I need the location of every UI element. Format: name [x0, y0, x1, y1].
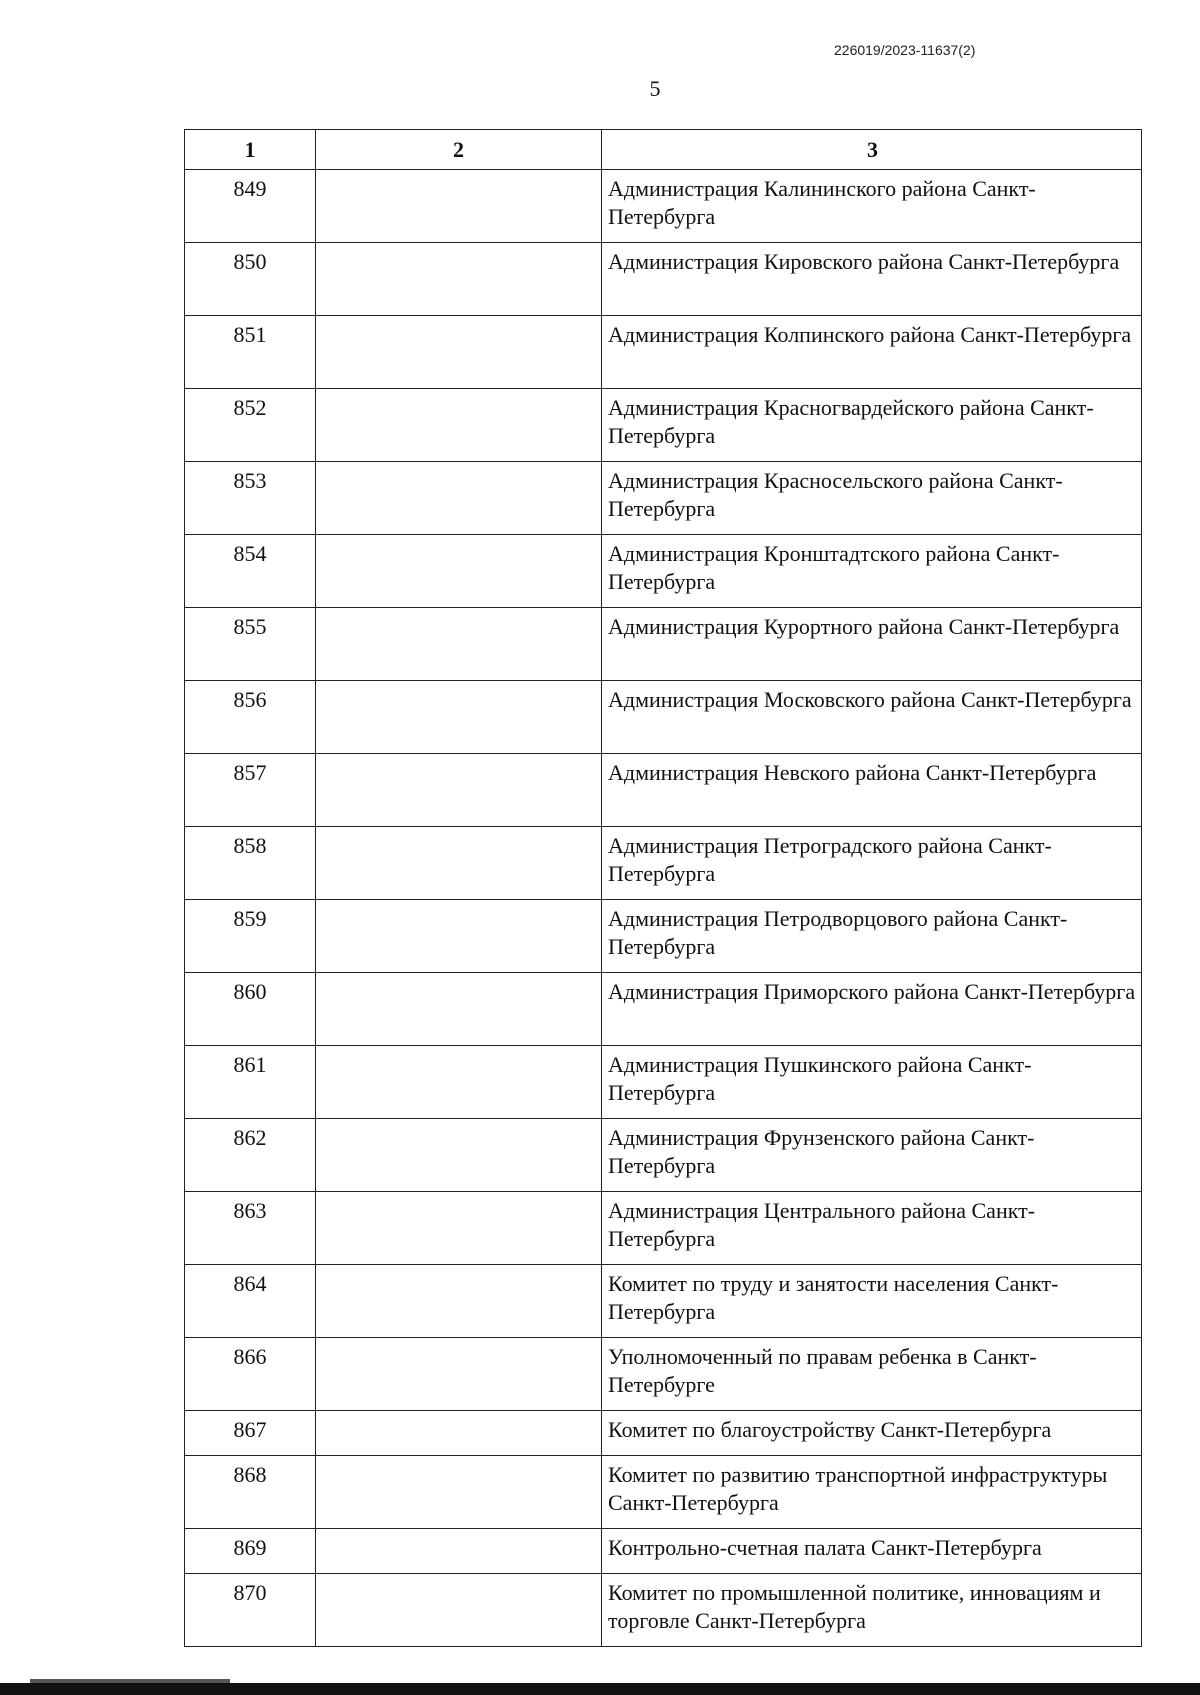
row-number-cell: 858 — [185, 827, 316, 900]
agency-name-cell: Администрация Петродворцового района Санкт-Петербурга — [602, 900, 1142, 973]
row-number-cell: 862 — [185, 1119, 316, 1192]
row-empty-cell — [316, 462, 602, 535]
row-empty-cell — [316, 1265, 602, 1338]
row-empty-cell — [316, 170, 602, 243]
column-header-2: 2 — [316, 130, 602, 170]
row-number-cell: 852 — [185, 389, 316, 462]
table-row — [185, 1046, 1142, 1119]
row-number-cell: 863 — [185, 1192, 316, 1265]
agency-name-cell: Администрация Красносельского района Санкт-Петербурга — [602, 462, 1142, 535]
agency-name-cell: Комитет по благоустройству Санкт-Петербурга — [602, 1411, 1142, 1456]
row-number-cell: 851 — [185, 316, 316, 389]
scan-edge-bar — [0, 1683, 1200, 1695]
row-empty-cell — [316, 316, 602, 389]
table-row — [185, 316, 1142, 389]
row-number-cell: 850 — [185, 243, 316, 316]
table-row — [185, 1529, 1142, 1574]
row-empty-cell — [316, 1338, 602, 1411]
table-header-row — [185, 130, 1142, 170]
row-empty-cell — [316, 900, 602, 973]
row-number-cell: 866 — [185, 1338, 316, 1411]
agency-name-cell: Администрация Красногвардейского района Санкт-Петербурга — [602, 389, 1142, 462]
column-header-1: 1 — [185, 130, 316, 170]
row-empty-cell — [316, 681, 602, 754]
row-number-cell: 861 — [185, 1046, 316, 1119]
row-empty-cell — [316, 1574, 602, 1647]
row-empty-cell — [316, 1192, 602, 1265]
agency-name-cell: Администрация Кировского района Санкт-Петербурга — [602, 243, 1142, 316]
table-row — [185, 1456, 1142, 1529]
table-row — [185, 243, 1142, 316]
table-row — [185, 681, 1142, 754]
row-number-cell: 860 — [185, 973, 316, 1046]
agency-name-cell: Администрация Калининского района Санкт-Петербурга — [602, 170, 1142, 243]
row-number-cell: 864 — [185, 1265, 316, 1338]
table-row — [185, 1265, 1142, 1338]
agency-name-cell: Администрация Пушкинского района Санкт-Петербурга — [602, 1046, 1142, 1119]
row-empty-cell — [316, 608, 602, 681]
row-number-cell: 867 — [185, 1411, 316, 1456]
row-empty-cell — [316, 535, 602, 608]
agency-name-cell: Администрация Колпинского района Санкт-Петербурга — [602, 316, 1142, 389]
row-empty-cell — [316, 1119, 602, 1192]
table-row — [185, 608, 1142, 681]
row-empty-cell — [316, 1456, 602, 1529]
table-row — [185, 170, 1142, 243]
agency-name-cell: Комитет по развитию транспортной инфраструктуры Санкт-Петербурга — [602, 1456, 1142, 1529]
agency-name-cell: Администрация Невского района Санкт-Петербурга — [602, 754, 1142, 827]
row-empty-cell — [316, 243, 602, 316]
agency-name-cell: Уполномоченный по правам ребенка в Санкт-Петербурге — [602, 1338, 1142, 1411]
row-empty-cell — [316, 973, 602, 1046]
row-number-cell: 849 — [185, 170, 316, 243]
table-row — [185, 1574, 1142, 1647]
row-number-cell: 869 — [185, 1529, 316, 1574]
agency-name-cell: Комитет по труду и занятости населения Санкт-Петербурга — [602, 1265, 1142, 1338]
table-row — [185, 535, 1142, 608]
row-number-cell: 870 — [185, 1574, 316, 1647]
table-row — [185, 973, 1142, 1046]
table-row — [185, 827, 1142, 900]
table-row — [185, 900, 1142, 973]
row-number-cell: 855 — [185, 608, 316, 681]
column-header-3: 3 — [602, 130, 1142, 170]
table-body — [185, 170, 1142, 1647]
row-empty-cell — [316, 389, 602, 462]
row-empty-cell — [316, 754, 602, 827]
agency-name-cell: Администрация Петроградского района Санкт-Петербурга — [602, 827, 1142, 900]
page-number: 5 — [649, 76, 661, 101]
agency-name-cell: Контрольно-счетная палата Санкт-Петербурга — [602, 1529, 1142, 1574]
table-row — [185, 1338, 1142, 1411]
table-row — [185, 389, 1142, 462]
table-row — [185, 1411, 1142, 1456]
agency-name-cell: Комитет по промышленной политике, инновациям и торговле Санкт-Петербурга — [602, 1574, 1142, 1647]
row-number-cell: 856 — [185, 681, 316, 754]
agency-name-cell: Администрация Кронштадтского района Санкт-Петербурга — [602, 535, 1142, 608]
row-number-cell: 853 — [185, 462, 316, 535]
agency-name-cell: Администрация Фрунзенского района Санкт-Петербурга — [602, 1119, 1142, 1192]
agency-name-cell: Администрация Центрального района Санкт-Петербурга — [602, 1192, 1142, 1265]
table-row — [185, 1192, 1142, 1265]
row-number-cell: 868 — [185, 1456, 316, 1529]
row-number-cell: 854 — [185, 535, 316, 608]
agency-table — [184, 129, 1142, 1647]
agency-name-cell: Администрация Московского района Санкт-Петербурга — [602, 681, 1142, 754]
table-row — [185, 462, 1142, 535]
agency-name-cell: Администрация Приморского района Санкт-Петербурга — [602, 973, 1142, 1046]
row-number-cell: 859 — [185, 900, 316, 973]
table-row — [185, 1119, 1142, 1192]
row-empty-cell — [316, 1046, 602, 1119]
agency-name-cell: Администрация Курортного района Санкт-Петербурга — [602, 608, 1142, 681]
table-row — [185, 754, 1142, 827]
row-number-cell: 857 — [185, 754, 316, 827]
row-empty-cell — [316, 827, 602, 900]
row-empty-cell — [316, 1529, 602, 1574]
document-id: 226019/2023-11637(2) — [834, 42, 976, 58]
row-empty-cell — [316, 1411, 602, 1456]
